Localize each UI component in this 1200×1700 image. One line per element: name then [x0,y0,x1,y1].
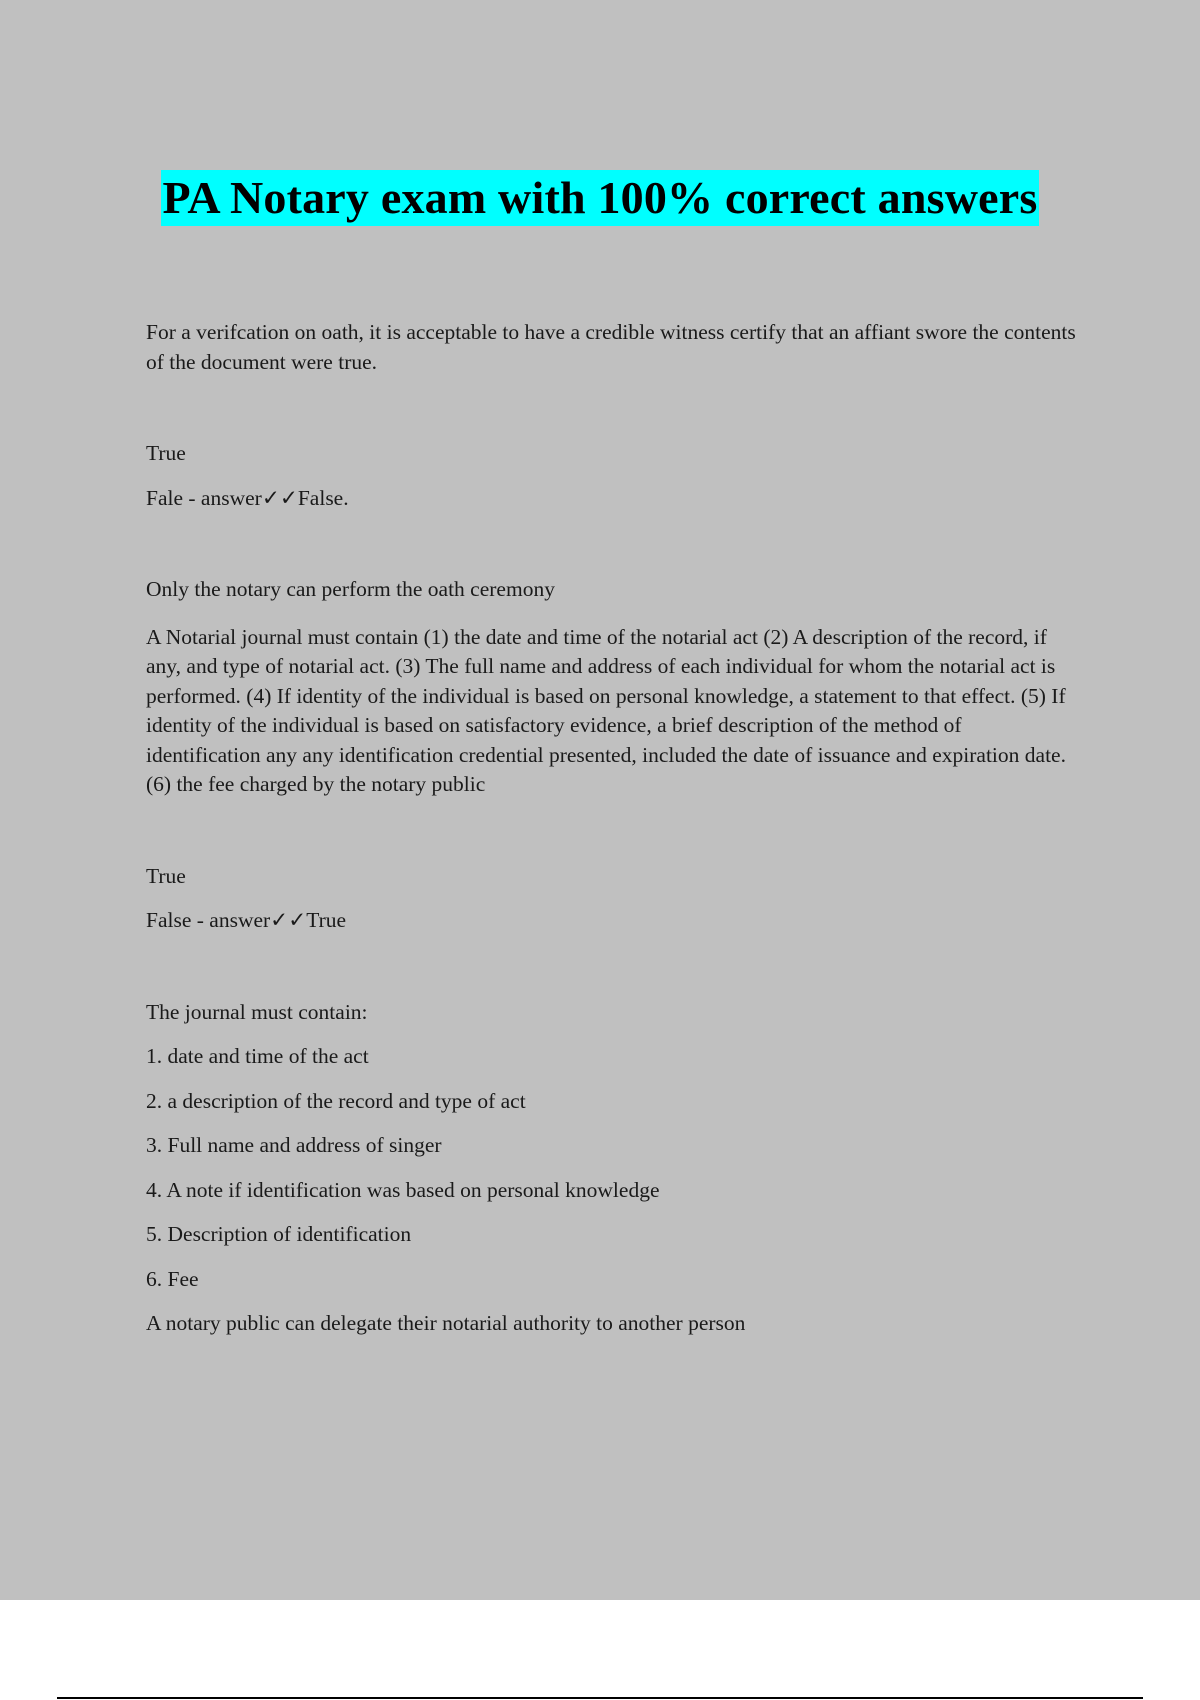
question-notarial-journal: A Notarial journal must contain (1) the date and time of the notarial act (2) A description of the record, if any, and type of notarial act. (3) The full name and address of each individual for whom the notarial act is performed. (4) If identity of the individual is based on personal knowledge, a statement to that effect. (5) If identity of the individual is based on satisfactory evidence, a brief description of the method of identification any any identification credential presented, included the date of issuance and expiration date. (6) the fee charged by the notary public [146,624,1066,796]
journal-list-heading: The journal must contain: [146,999,368,1024]
list-item: 4. A note if identification was based on personal knowledge [146,1177,660,1202]
option-false-answer: False - answer✓✓True [146,908,347,932]
question-verification-oath: For a verifcation on oath, it is acceptable to have a credible witness certify that an affiant swore the contents of the document were true. [146,320,1076,374]
list-item: 3. Full name and address of singer [146,1133,442,1157]
document-body [146,318,1076,1339]
document-title: PA Notary exam with 100% correct answers [161,170,1040,226]
question-delegate-authority: A notary public can delegate their notarial authority to another person [146,1311,746,1335]
option-false-answer: Fale - answer✓✓False. [146,485,349,510]
option-true: True [146,441,186,465]
footer-divider [57,1697,1143,1699]
question-oath-ceremony: Only the notary can perform the oath ceremony [146,577,555,601]
list-item: 1. date and time of the act [146,1044,369,1068]
title-container [0,170,1200,226]
list-item: 5. Description of identification [146,1222,412,1246]
list-item: 6. Fee [146,1266,199,1291]
list-item: 2. a description of the record and type of act [146,1088,526,1113]
option-true: True [146,863,186,888]
